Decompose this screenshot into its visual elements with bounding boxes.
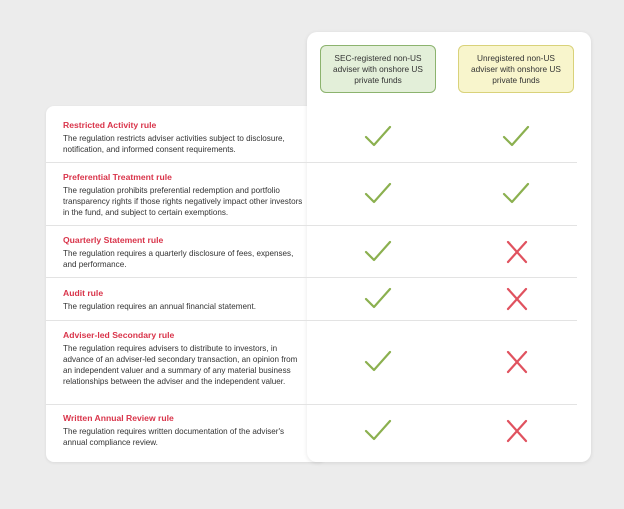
rule-description: The regulation requires written documentation of the adviser's annual compliance review. xyxy=(63,427,285,447)
check-icon xyxy=(364,181,392,205)
rule-description: The regulation requires a quarterly disclosure of fees, expenses, and performance. xyxy=(63,249,294,269)
rule-row-preferential-treatment xyxy=(63,172,308,218)
row-divider xyxy=(46,162,577,163)
check-icon xyxy=(364,124,392,148)
check-icon xyxy=(364,349,392,373)
check-icon xyxy=(364,418,392,442)
check-icon xyxy=(502,124,530,148)
rule-description: The regulation requires an annual financial statement. xyxy=(63,302,257,311)
column-header-unregistered: Unregistered non-US adviser with onshore US private funds xyxy=(458,45,574,93)
rule-row-restricted-activity xyxy=(63,120,308,155)
rule-title: Preferential Treatment rule xyxy=(63,172,172,182)
cross-icon xyxy=(503,240,531,264)
column-header-sec-registered: SEC-registered non-US adviser with onshore US private funds xyxy=(320,45,436,93)
rule-title: Restricted Activity rule xyxy=(63,120,157,130)
row-divider xyxy=(46,225,577,226)
cross-icon xyxy=(503,287,531,311)
cross-icon xyxy=(503,419,531,443)
check-icon xyxy=(364,239,392,263)
comparison-card xyxy=(307,32,591,462)
rule-description: The regulation prohibits preferential redemption and portfolio transparency rights if those rights negatively impact other investors in the fund, and subject to certain exemptions. xyxy=(63,186,303,217)
row-divider xyxy=(46,320,577,321)
rule-row-written-annual-review xyxy=(63,413,308,448)
rule-row-quarterly-statement xyxy=(63,235,308,270)
rule-row-adviser-led-secondary xyxy=(63,330,308,387)
rule-row-audit xyxy=(63,288,308,312)
rule-title: Adviser-led Secondary rule xyxy=(63,330,175,340)
cross-icon xyxy=(503,350,531,374)
check-icon xyxy=(502,181,530,205)
check-icon xyxy=(364,286,392,310)
rule-title: Audit rule xyxy=(63,288,104,298)
rule-description: The regulation restricts adviser activities subject to disclosure, notification, and informed consent requirements. xyxy=(63,134,285,154)
row-divider xyxy=(46,277,577,278)
rule-title: Quarterly Statement rule xyxy=(63,235,164,245)
rules-card xyxy=(46,106,326,462)
row-divider xyxy=(46,404,577,405)
rule-description: The regulation requires advisers to distribute to investors, in advance of an adviser-led secondary transaction, an opinion from an independent valuer and a summary of any material business relationships between the adviser and the independent valuer. xyxy=(63,344,298,386)
rule-title: Written Annual Review rule xyxy=(63,413,174,423)
